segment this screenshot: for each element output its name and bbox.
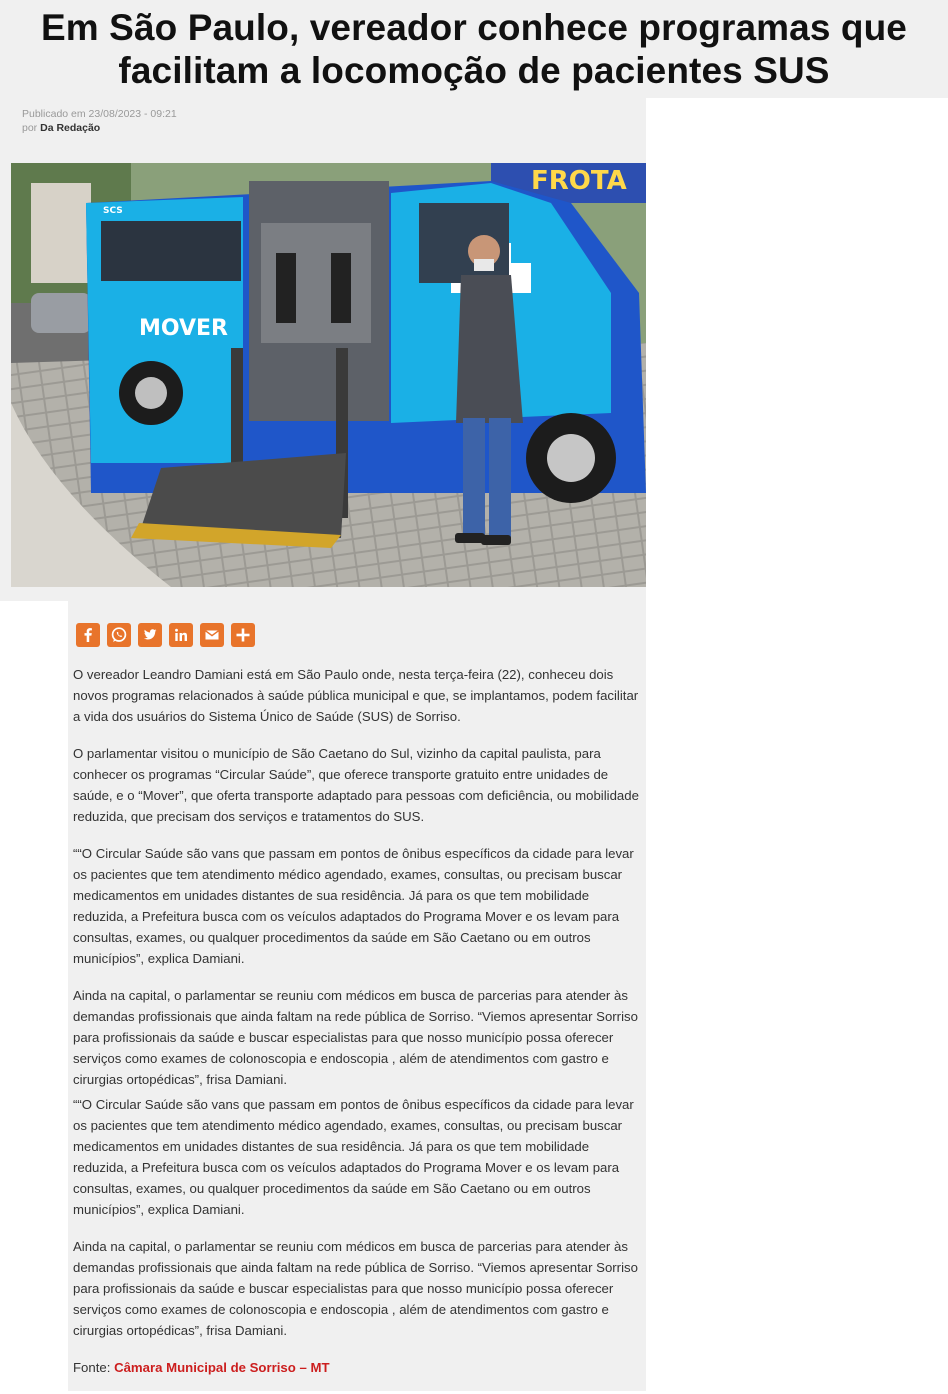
article-paragraph: ““O Circular Saúde são vans que passam em pontos de ônibus específicos da cidade para levar os pacientes que tem atendimento médico agendado, exames, consultas, ou precisam buscar medicamentos em unidades distantes de sua residência. Já para os que tem mobilidade reduzida, a Prefeitura busca com os veículos adaptados do Programa Mover e os levam para consultas, exames, ou qualquer procedimentos da saúde em São Caetano ou em outros municípios”, explica Damiani. [73, 846, 634, 966]
title-band [0, 0, 948, 98]
article-paragraph-truncated: Ainda na capital, o parlamentar se reuniu com médicos em busca de parcerias para atender às demandas profissionais que ainda faltam na rede pública de Sorriso. “Viemos apresentar Sorriso para profissionais da saúde e buscar especialistas para que nosso município possa oferecer serviços como exames de colonoscopia e endoscopia , além de atendimentos com gastro e cirurgias ortopédicas”, frisa Damiani. [73, 988, 638, 1087]
van-brand: MOVER [139, 316, 228, 341]
van-logo: SCS [103, 206, 123, 216]
whatsapp-icon [107, 623, 131, 647]
article-title: Em São Paulo, vereador conhece programas que facilitam a locomoção de pacientes SUS [41, 7, 907, 91]
linkedin-icon [169, 623, 193, 647]
article-body [73, 664, 641, 1394]
article-paragraph: O parlamentar visitou o município de São Caetano do Sul, vizinho da capital paulista, para conhecer os programas “Circular Saúde”, que oferece transporte gratuito entre unidades de saúde, e o “Mover”, que oferta transporte adaptado para pessoas com deficiência, ou mobilidade reduzida, que precisam dos serviços e tratamentos do SUS. [73, 746, 639, 824]
van-photo [11, 163, 646, 587]
article-paragraph: O vereador Leandro Damiani está em São Paulo onde, nesta terça-feira (22), conheceu dois novos programas relacionados à saúde pública municipal e que, se implantamos, podem facilitar a vida dos usuários do Sistema Único de Saúde (SUS) de Sorriso. [73, 667, 639, 724]
email-share-button[interactable] [200, 623, 224, 647]
twitter-icon [138, 623, 162, 647]
linkedin-share-button[interactable] [169, 623, 193, 647]
article-content [68, 601, 646, 1391]
article-paragraph: Ainda na capital, o parlamentar se reuniu com médicos em busca de parcerias para atender às demandas profissionais que ainda faltam na rede pública de Sorriso. “Viemos apresentar Sorriso para profissionais da saúde e buscar especialistas para que nosso município possa oferecer serviços como exames de colonoscopia e endoscopia , além de atendimentos com gastro e cirurgias ortopédicas”, frisa Damiani. [73, 1239, 638, 1338]
twitter-share-button[interactable] [138, 623, 162, 647]
facebook-icon [76, 623, 100, 647]
article-source [73, 1357, 641, 1378]
more-share-button[interactable] [231, 623, 255, 647]
byline [22, 122, 100, 134]
byline-prefix: por [22, 122, 38, 134]
article-hero-image [11, 163, 646, 587]
author-name[interactable]: Da Redação [40, 122, 101, 134]
article-paragraph: ““O Circular Saúde são vans que passam em pontos de ônibus específicos da cidade para levar os pacientes que tem atendimento médico agendado, exames, consultas, ou precisam buscar medicamentos em unidades distantes de sua residência. Já para os que tem mobilidade reduzida, a Prefeitura busca com os veículos adaptados do Programa Mover e os levam para consultas, exames, ou qualquer procedimentos da saúde em São Caetano ou em outros municípios”, explica Damiani. [73, 1097, 634, 1217]
more-icon [231, 623, 255, 647]
email-icon [200, 623, 224, 647]
source-label: Fonte: [73, 1360, 111, 1375]
van-top-text: FROTA [531, 166, 627, 196]
source-link[interactable]: Câmara Municipal de Sorriso – MT [114, 1360, 330, 1375]
article-header [0, 98, 646, 601]
facebook-share-button[interactable] [76, 623, 100, 647]
whatsapp-share-button[interactable] [107, 623, 131, 647]
publish-date: Publicado em 23/08/2023 - 09:21 [22, 108, 177, 120]
